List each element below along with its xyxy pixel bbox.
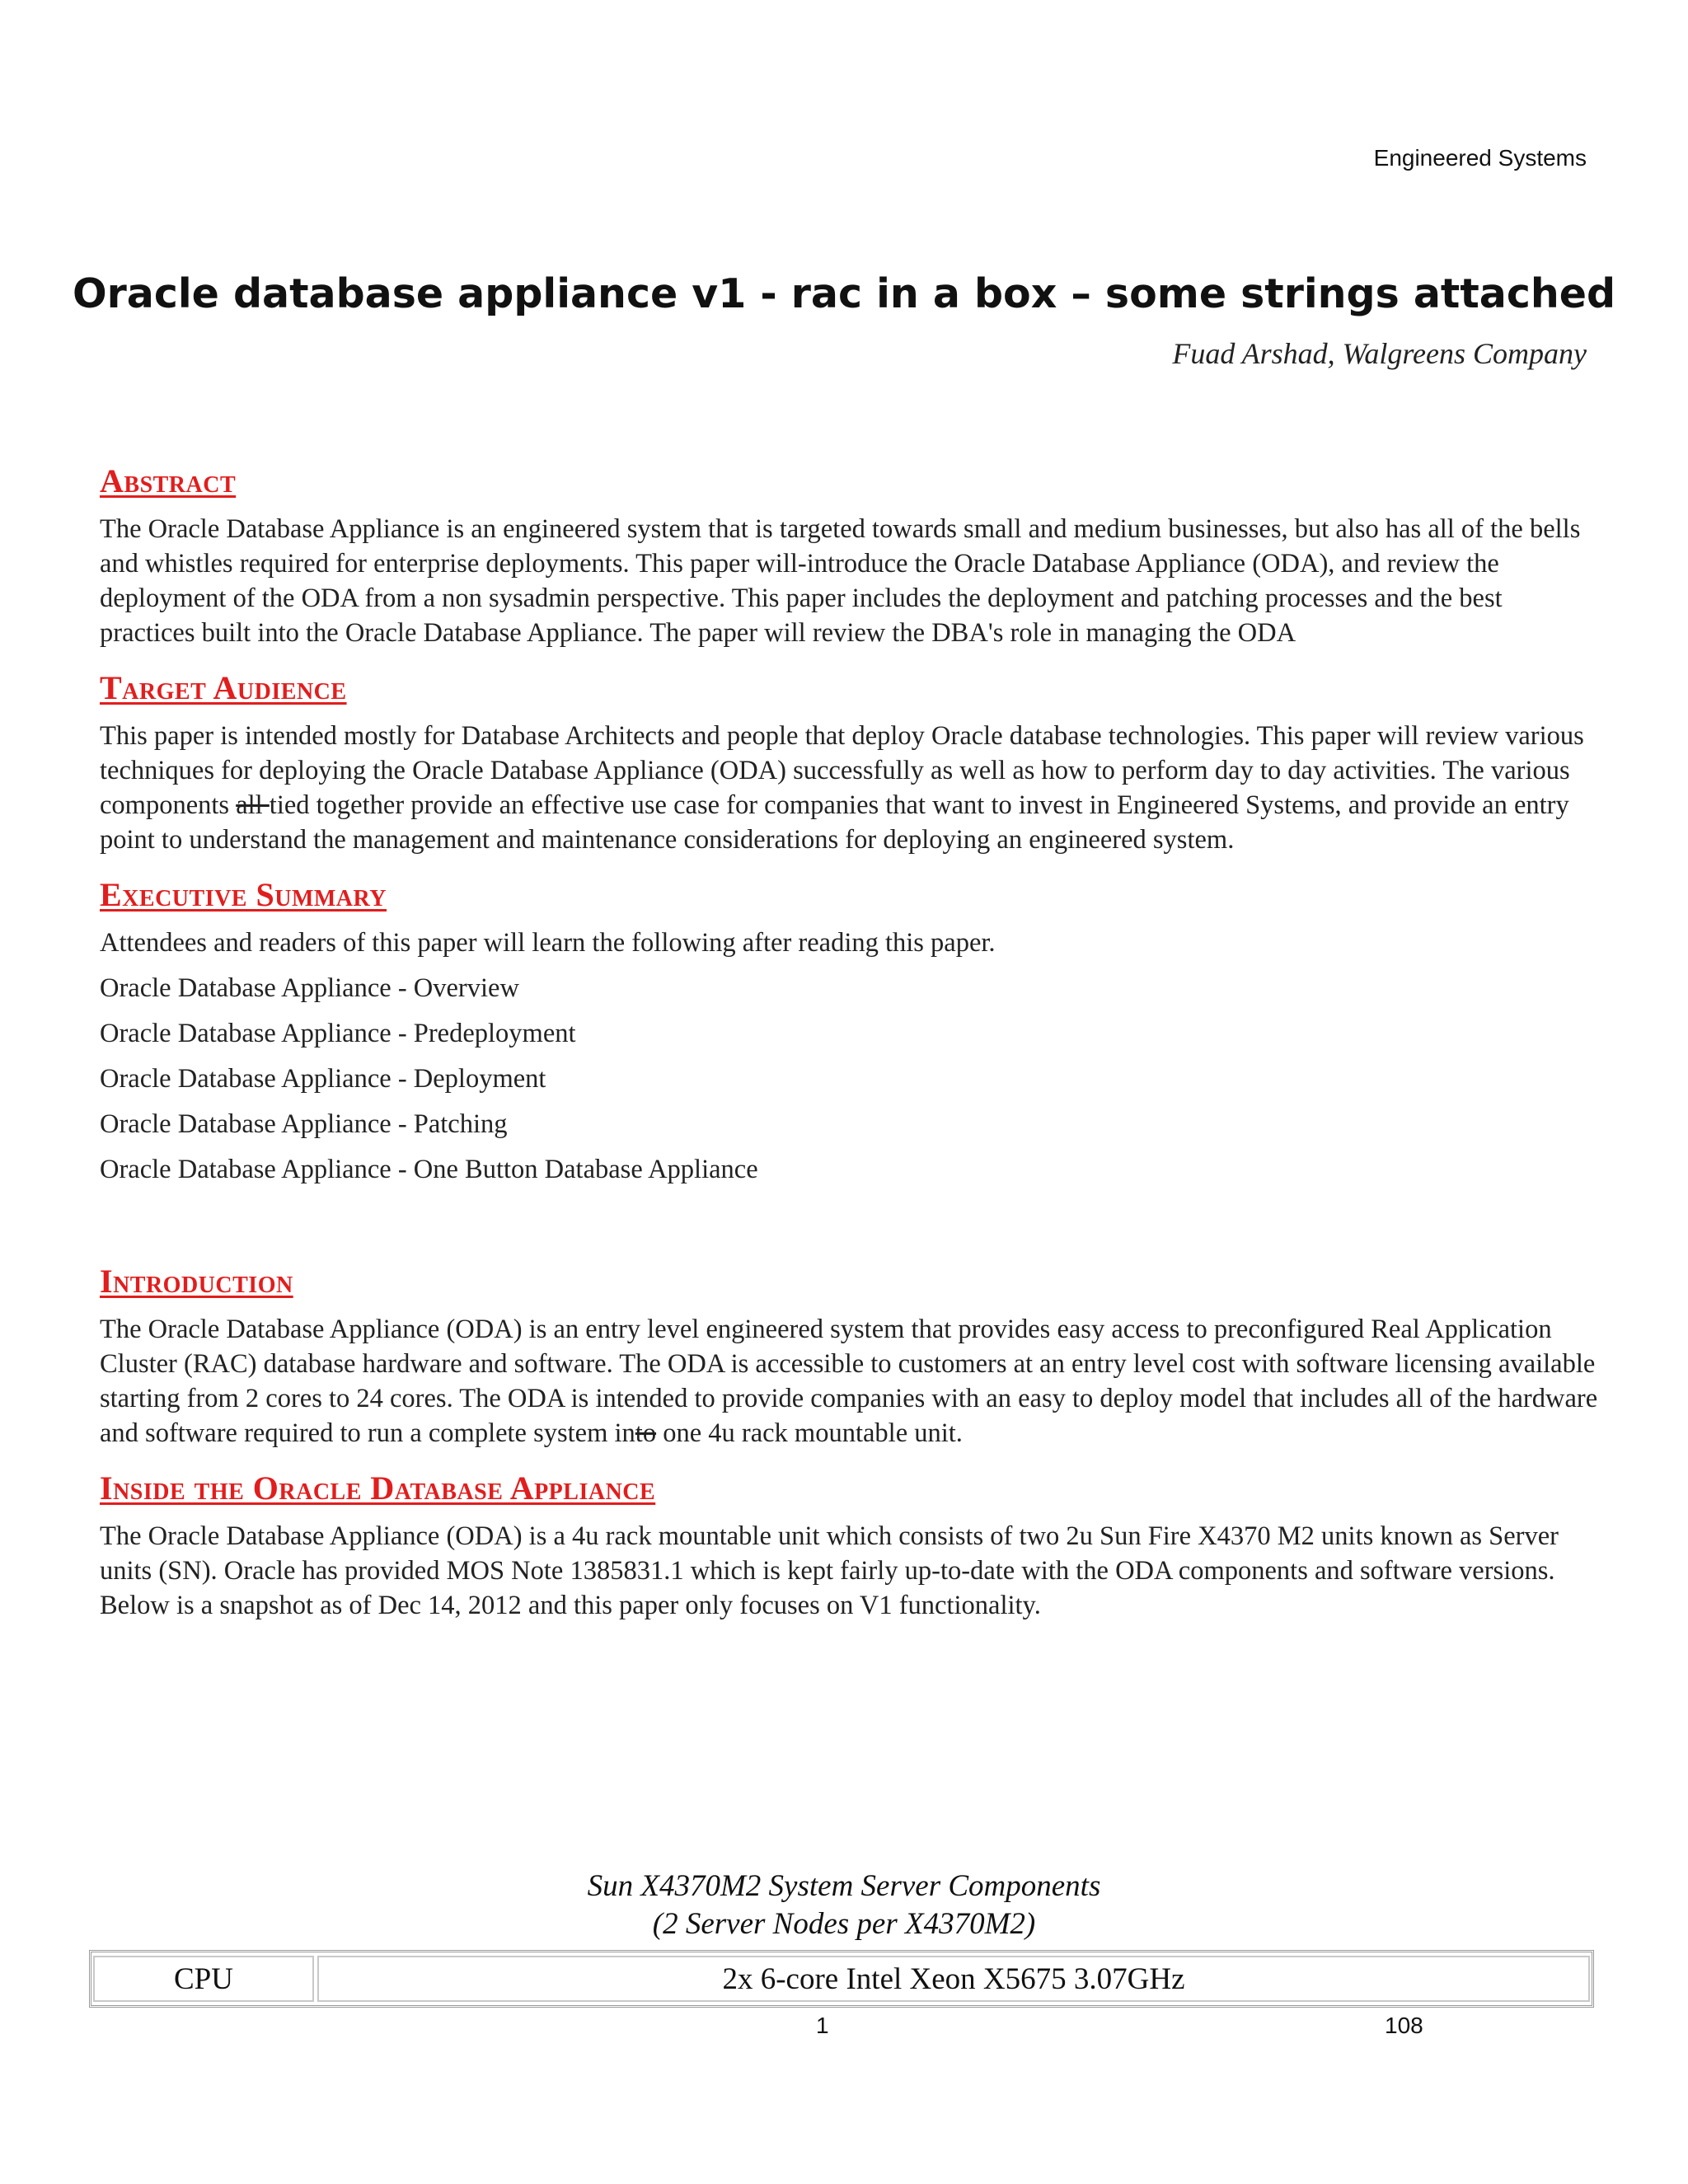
- summary-item: Oracle Database Appliance - One Button Database Appliance: [100, 1155, 758, 1184]
- table-caption: [0, 1868, 1688, 1943]
- target-audience-strikethrough: all: [236, 790, 270, 820]
- summary-item: Oracle Database Appliance - Predeployment: [100, 1019, 576, 1048]
- table-cell-label: CPU: [93, 1956, 314, 2002]
- inside-oda-paragraph: The Oracle Database Appliance (ODA) is a 4u rack mountable unit which consists of two 2u Sun Fire X4370 M2 units known as Server units (SN). Oracle has provided MOS Note 1385831.1 which is kept fairly up-to-date with the ODA components and software versions. Below is a snapshot as of Dec 14, 2012 and this paper only focuses on V1 functionality.: [100, 1521, 1559, 1620]
- components-table: [89, 1950, 1594, 2008]
- executive-summary-intro: Attendees and readers of this paper will learn the following after reading this paper.: [100, 928, 996, 958]
- table-caption-line2: (2 Server Nodes per X4370M2): [652, 1907, 1036, 1941]
- introduction-text-b: one 4u rack mountable unit.: [656, 1418, 963, 1448]
- table-cell-value: 2x 6-core Intel Xeon X5675 3.07GHz: [317, 1956, 1590, 2002]
- target-audience-paragraph: [100, 719, 1600, 857]
- target-audience-text-a: This paper is intended mostly for Database Architects and people that deploy Oracle database technologies. This paper will review various techniques for deploying the Oracle Database Appliance (ODA) successfully as well as how to perform day to day activities. The various components: [100, 721, 1584, 820]
- abstract-paragraph: [100, 512, 1600, 650]
- introduction-strikethrough: to: [635, 1418, 657, 1448]
- introduction-heading: Introduction: [100, 1263, 293, 1300]
- running-header: Engineered Systems: [1373, 145, 1587, 171]
- summary-item: Oracle Database Appliance - Patching: [100, 1109, 508, 1139]
- introduction-text-a: The Oracle Database Appliance (ODA) is an entry level engineered system that provides easy access to preconfigured Real Application Cluster (RAC) database hardware and software. The ODA is accessible to customers at an entry level cost with software licensing available starting from 2 cores to 24 cores. The ODA is intended to provide companies with an easy to deploy model that includes all of the hardware and software required to run a complete system in: [100, 1315, 1598, 1448]
- inside-oda-heading: Inside the Oracle Database Appliance: [100, 1469, 656, 1507]
- table-caption-line1: Sun X4370M2 System Server Components: [587, 1869, 1101, 1903]
- document-body: [100, 462, 1600, 1641]
- document-title: Oracle database appliance v1 - rac in a box – some strings attached: [72, 270, 1616, 317]
- page-number: 1: [816, 2013, 829, 2038]
- target-audience-heading: Target Audience: [100, 669, 347, 706]
- abstract-text-a: The Oracle Database Appliance is an engineered system that is targeted towards small and medium businesses, but also has all of the bells and whistles required for enterprise deployments. This paper will: [100, 514, 1581, 579]
- document-author: Fuad Arshad, Walgreens Company: [1172, 337, 1587, 370]
- summary-item: Oracle Database Appliance - Deployment: [100, 1064, 546, 1094]
- summary-item: Oracle Database Appliance - Overview: [100, 973, 519, 1003]
- abstract-text-b: -introduce the Oracle Database Appliance (ODA), and review the deployment of the ODA from a non sysadmin perspective. This paper includes the deployment and patching processes and the best practices built into the Oracle Database Appliance. The paper will review the DBA's role in managing the ODA: [100, 549, 1503, 648]
- abstract-heading: Abstract: [100, 462, 237, 499]
- target-audience-text-b: tied together provide an effective use case for companies that want to invest in Engineered Systems, and provide an entry point to understand the management and maintenance considerations for deploying an engineered system.: [100, 790, 1569, 855]
- executive-summary-heading: Executive Summary: [100, 876, 387, 913]
- introduction-paragraph: [100, 1312, 1600, 1451]
- footer-number: 108: [1385, 2013, 1423, 2038]
